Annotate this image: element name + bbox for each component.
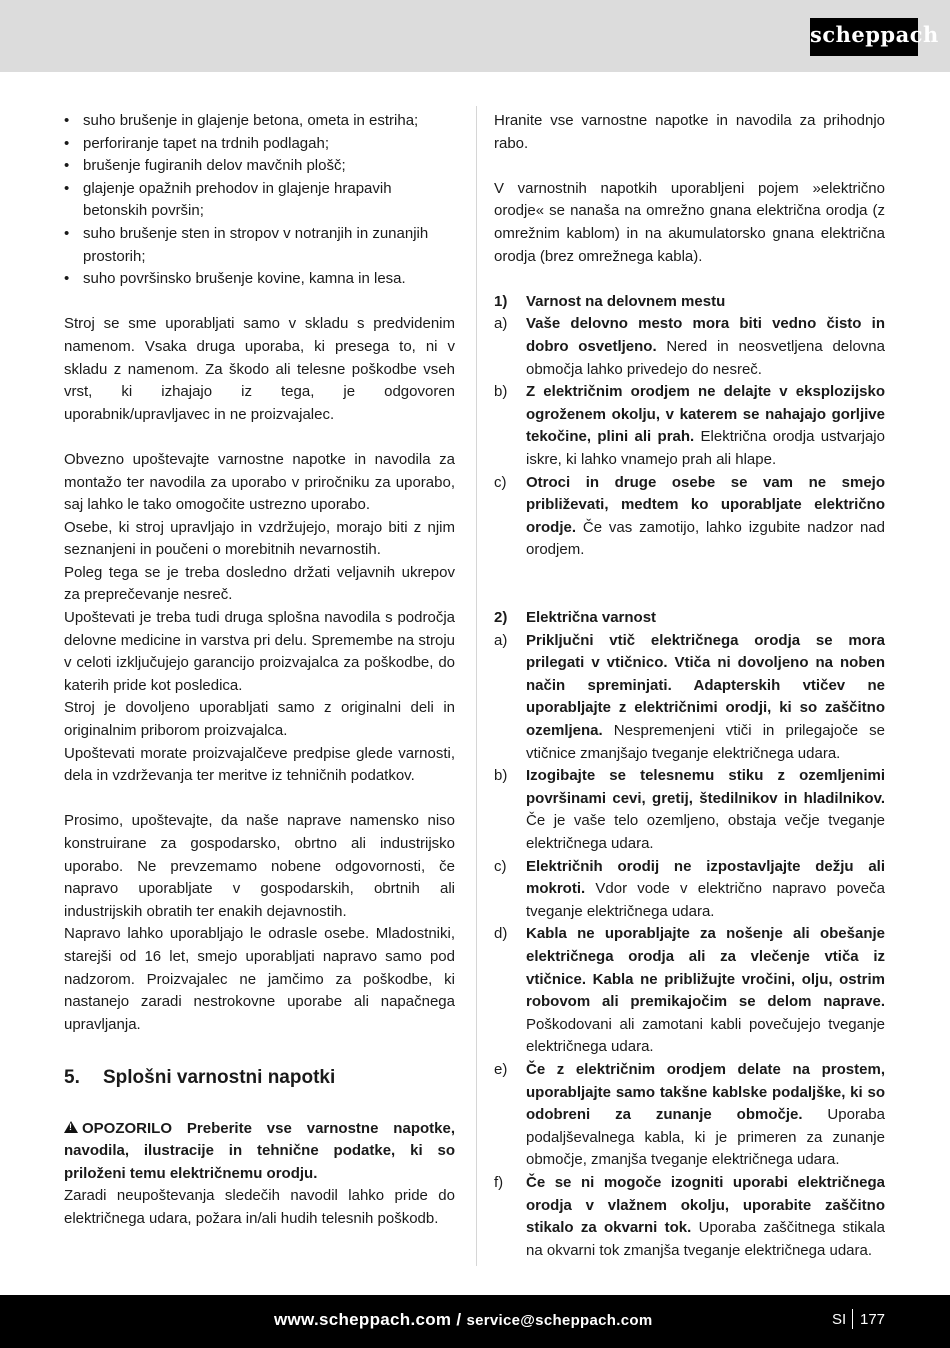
item-letter: f) bbox=[494, 1173, 504, 1191]
item-plain-text: Če vas zamotijo, lahko izgubite nadzor nad orodjem. bbox=[526, 518, 885, 559]
list-item: • suho brušenje in glajenje betona, ometa in estriha; bbox=[64, 110, 455, 133]
section-heading bbox=[64, 1059, 455, 1095]
paragraph: Osebe, ki stroj upravljajo in vzdržujejo, morajo biti z njim seznanjeni in poučeni o morebitnih nevarnostih. bbox=[64, 518, 455, 559]
item-plain-text: Uporaba podaljševalnega kabla, ki je primeren za zunanje območje, zmanjša tveganje električnega udara. bbox=[526, 1106, 885, 1169]
warning-bold-text: OPOZORILO Preberite vse varnostne napotke, navodila, ilustracije in tehnične podatke, ki so priloženi temu električnemu orodju. bbox=[64, 1119, 455, 1182]
list-item: • suho brušenje sten in stropov v notranjih in zunanjih prostorih; bbox=[64, 223, 455, 268]
item-letter: d) bbox=[494, 925, 508, 943]
footer-bar bbox=[0, 1295, 950, 1348]
item-plain-text: Poškodovani ali zamotani kabli povečujejo tveganje električnega udara. bbox=[526, 1015, 885, 1056]
item-plain-text: Vdor vode v električno napravo poveča tveganje električnega udara. bbox=[526, 880, 885, 920]
item-letter: a) bbox=[494, 315, 508, 333]
paragraph: Napravo lahko uporabljajo le odrasle osebe. Mladostniki, starejši od 16 let, smejo uporabljati napravo samo pod nadzorom. Proizvajalec ne jamčimo za poškodbe, ki nastanejo zaradi nestrokovne uporabe ali napačnega upravljanja. bbox=[64, 925, 455, 1033]
use-list bbox=[64, 110, 455, 291]
list-item bbox=[494, 765, 885, 855]
section-title: Splošni varnostni napotki bbox=[103, 1066, 336, 1088]
list-item bbox=[494, 630, 885, 766]
paragraph: Hranite vse varnostne napotke in navodila za prihodnjo rabo. bbox=[494, 112, 885, 152]
list-item bbox=[494, 856, 885, 924]
warning-block bbox=[64, 1118, 455, 1186]
email-link[interactable]: service@scheppach.com bbox=[466, 1312, 653, 1329]
electrical-safety-list bbox=[494, 630, 885, 1263]
column-divider bbox=[476, 106, 477, 1266]
item-bold-text: Z električnim orodjem ne delajte v eksplozijsko ogroženem okolju, v katerem se nahajajo gorljive tekočine, plini ali prah. bbox=[526, 383, 885, 446]
item-text bbox=[526, 1172, 885, 1262]
item-plain-text: Električna orodja ustvarjajo iskre, ki lahko vnamejo prah ali hlape. bbox=[526, 428, 885, 468]
paragraph: V varnostnih napotkih uporabljeni pojem »električno orodje« se nanaša na omrežno gnana električna orodja (z omrežnim kablom) in na akumulatorsko gnana električna orodja (brez omrežnega kabla). bbox=[494, 179, 885, 265]
item-text bbox=[526, 856, 885, 924]
subsection-number: 2) bbox=[494, 609, 508, 627]
workplace-safety-list bbox=[494, 313, 885, 562]
footer-divider bbox=[852, 1309, 853, 1329]
subsection-heading bbox=[494, 607, 885, 630]
item-plain-text: Nespremenjeni vtiči in prilegajoče se vtičnice zmanjšajo tveganje električnega udara. bbox=[526, 722, 885, 762]
brand-logo bbox=[810, 18, 939, 56]
item-text bbox=[526, 472, 885, 562]
language-code: SI bbox=[832, 1311, 847, 1328]
list-item bbox=[494, 1059, 885, 1172]
item-bold-text: Kabla ne uporabljajte za nošenje ali obešanje električnega orodja ali za vlečenje vtiča iz vtičnice. Kabla ne približujte vročini, olju, ostrim robovom ali premikajočim se delom naprave. bbox=[526, 925, 885, 1011]
paragraph: Upoštevati je treba tudi druga splošna navodila s področja delovne medicine in varstva pri delu. Spremembe na stroju v celoti izključujejo garancijo proizvajalca za poškodbe, do katerih pride kot posledica. bbox=[64, 609, 455, 694]
item-text bbox=[526, 630, 885, 766]
paragraph: Upoštevati morate proizvajalčeve predpise glede varnosti, dela in vzdrževanja ter meritve iz tehničnih podatkov. bbox=[64, 744, 455, 785]
website-link[interactable]: www.scheppach.com bbox=[274, 1310, 452, 1329]
subsection-heading bbox=[494, 291, 885, 314]
item-bold-text: Če se ni mogoče izogniti uporabi električnega orodja v vlažnem okolju, uporabite zaščitno stikalo za okvarni tok. bbox=[526, 1173, 885, 1237]
paragraph: Stroj je dovoljeno uporabljati samo z originalni deli in originalnim priborom proizvajalca. bbox=[64, 699, 455, 740]
item-letter: c) bbox=[494, 857, 507, 875]
footer-separator: / bbox=[451, 1310, 467, 1329]
paragraph: Stroj se sme uporabljati samo v skladu s predvidenim namenom. Vsaka druga uporaba, ki presega to, ni v skladu z namenom. Za škodo ali telesne poškodbe vseh vrst, ki izhajajo iz tega, je odgovoren uporabnik/upravljavec in ne proizvajalec. bbox=[64, 315, 455, 423]
right-column bbox=[494, 110, 885, 1262]
item-bold-text: Priključni vtič električnega orodja se mora prilegati v vtičnico. Vtiča ni dovoljeno na noben način spreminjati. Adapterskih vtičev ne uporabljajte z električnimi orodji, ki so zaščitno ozemljena. bbox=[526, 631, 885, 740]
warning-text: Zaradi neupoštevanja sledečih navodil lahko pride do električnega udara, požara in/ali hudih telesnih poškodb. bbox=[64, 1187, 455, 1227]
list-item bbox=[494, 381, 885, 471]
item-letter: b) bbox=[494, 767, 508, 785]
item-letter: a) bbox=[494, 631, 508, 649]
item-text bbox=[526, 923, 885, 1059]
header-bar bbox=[0, 0, 950, 72]
item-bold-text: Če z električnim orodjem delate na prostem, uporabljajte samo takšne kablske podaljške, ki so odobreni za zunanje območje. bbox=[526, 1060, 885, 1124]
footer-contact bbox=[274, 1310, 652, 1330]
list-item: • perforiranje tapet na trdnih podlagah; bbox=[64, 133, 455, 156]
item-plain-text: Nered in neosvetljena delovna območja lahko privedejo do nesreč. bbox=[526, 337, 885, 378]
item-bold-text: Otroci in druge osebe se vam ne smejo približevati, medtem ko uporabljate električno orodje. bbox=[526, 473, 885, 536]
item-letter: e) bbox=[494, 1060, 508, 1078]
item-text bbox=[526, 765, 885, 855]
list-item bbox=[494, 1172, 885, 1262]
item-plain-text: Če je vaše telo ozemljeno, obstaja večje tveganje električnega udara. bbox=[526, 812, 885, 852]
item-text bbox=[526, 381, 885, 471]
paragraph: Prosimo, upoštevajte, da naše naprave namensko niso konstruirane za gospodarsko, obrtno ali industrijsko uporabo. Ne prevzemamo nobene odgovornosti, če napravo uporabljate v gospodarskih, obrtnih ali industrijskih obratih ter enakih dejavnostih. bbox=[64, 812, 455, 920]
list-item: • suho površinsko brušenje kovine, kamna in lesa. bbox=[64, 268, 455, 291]
list-item: • glajenje opažnih prehodov in glajenje hrapavih betonskih površin; bbox=[64, 178, 455, 223]
list-item bbox=[494, 923, 885, 1059]
section-number: 5. bbox=[64, 1066, 80, 1088]
page-number: 177 bbox=[860, 1311, 886, 1328]
subsection-title: Varnost na delovnem mestu bbox=[526, 292, 726, 310]
subsection-title: Električna varnost bbox=[526, 609, 657, 627]
item-letter: c) bbox=[494, 473, 507, 491]
brand-name: scheppach bbox=[810, 22, 939, 47]
paragraph: Poleg tega se je treba dosledno držati veljavnih ukrepov za preprečevanje nesreč. bbox=[64, 563, 455, 604]
item-bold-text: Vaše delovno mesto mora biti vedno čisto in dobro osvetljeno. bbox=[526, 315, 885, 355]
item-letter: b) bbox=[494, 383, 508, 401]
list-item bbox=[494, 313, 885, 381]
item-bold-text: Električnih orodij ne izpostavljajte dežju ali mokroti. bbox=[526, 857, 885, 898]
item-text bbox=[526, 1059, 885, 1172]
list-item bbox=[494, 472, 885, 562]
item-bold-text: Izogibajte se telesnemu stiku z ozemljenimi površinami cevi, gretij, štedilnikov in hladilnikov. bbox=[526, 767, 885, 807]
warning-triangle-icon bbox=[64, 1121, 78, 1133]
paragraph: Obvezno upoštevajte varnostne napotke in navodila za montažo ter navodila za uporabo v priročniku za uporabo, saj lahko le tako omogočite ustrezno uporabo. bbox=[64, 450, 455, 514]
item-plain-text: Uporaba zaščitnega stikala na okvarni tok zmanjša tveganje električnega udara. bbox=[526, 1219, 885, 1259]
item-text bbox=[526, 313, 885, 381]
left-column bbox=[64, 110, 455, 1231]
list-item: • brušenje fugiranih delov mavčnih plošč; bbox=[64, 155, 455, 178]
subsection-number: 1) bbox=[494, 292, 508, 310]
